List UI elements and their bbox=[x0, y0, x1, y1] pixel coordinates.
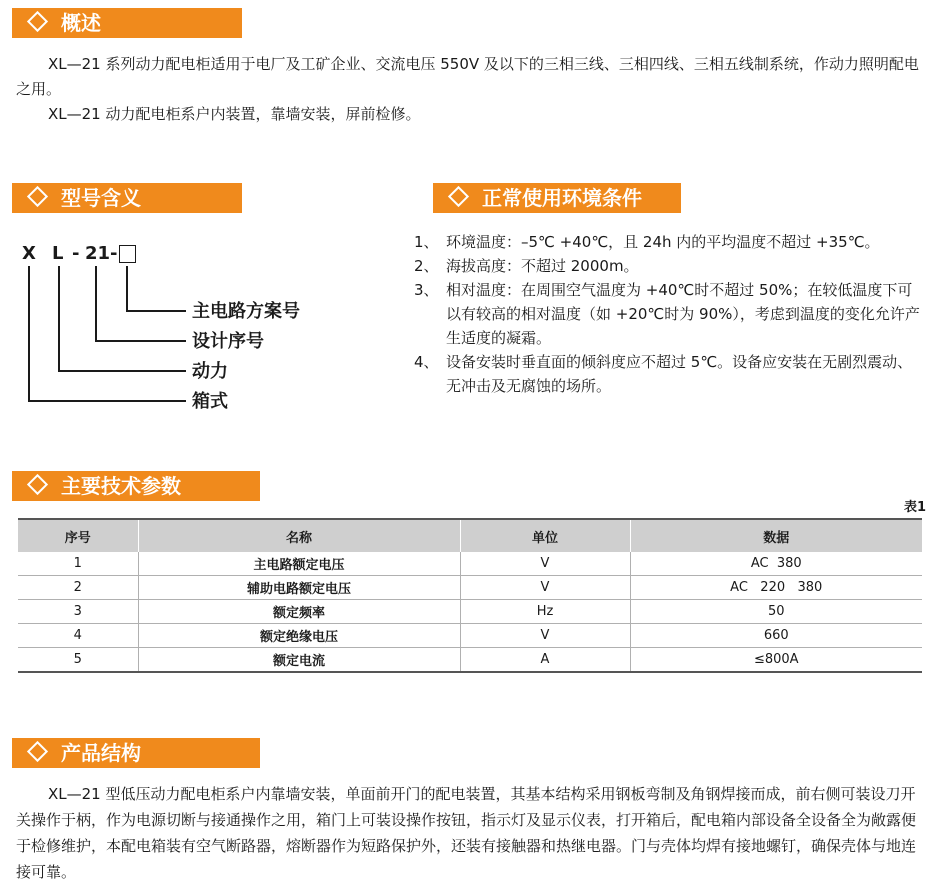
model-label-box: 箱式 bbox=[192, 391, 228, 412]
table-cell: 1 bbox=[18, 552, 138, 576]
section-header-structure bbox=[12, 738, 260, 768]
leader-line bbox=[28, 400, 186, 402]
table-cell: 辅助电路额定电压 bbox=[138, 576, 460, 600]
table-number: 表1 bbox=[903, 500, 926, 515]
table-cell: 2 bbox=[18, 576, 138, 600]
overview-paragraph-1: XL—21 系列动力配电柜适用于电厂及工矿企业、交流电压 550V 及以下的三相三线、三相四线、三相五线制系统，作动力照明配电之用。 bbox=[16, 55, 919, 98]
table-cell: 主电路额定电压 bbox=[138, 552, 460, 576]
table-header-row bbox=[18, 519, 922, 552]
table-cell: 额定绝缘电压 bbox=[138, 624, 460, 648]
table-cell: AC 220 380 bbox=[630, 576, 922, 600]
table-cell: AC 380 bbox=[630, 552, 922, 576]
diamond-icon bbox=[448, 186, 469, 207]
table-row bbox=[18, 600, 922, 624]
overview-paragraph-2: XL—21 动力配电柜系户内装置，靠墙安装，屏前检修。 bbox=[48, 105, 421, 123]
leader-line bbox=[58, 370, 186, 372]
diamond-icon bbox=[27, 741, 48, 762]
table-cell: V bbox=[460, 552, 630, 576]
leader-line bbox=[95, 266, 97, 341]
section-header-params bbox=[12, 471, 260, 501]
section-title: 产品结构 bbox=[61, 741, 141, 765]
structure-paragraph: XL—21 型低压动力配电柜系户内靠墙安装，单面前开门的配电装置，其基本结构采用钢板弯制及角钢焊接而成，前右侧可装设刀开关操作于柄，作为电源切断与接通操作之用，箱门上可装设操作按钮，指示灯及显示仪表，打开箱后，配电箱内部设备全设备全为敞露便于检修维护，本配电箱装有空气断路器，熔断器作为短路保护外，还装有接触器和热继电器。门与壳体均焊有接地螺钉，确保壳体与地连接可靠。 bbox=[16, 785, 917, 881]
params-table bbox=[18, 518, 922, 673]
table-cell: 50 bbox=[630, 600, 922, 624]
table-cell: V bbox=[460, 576, 630, 600]
section-title: 主要技术参数 bbox=[61, 474, 181, 498]
table-cell: ≤800A bbox=[630, 648, 922, 673]
column-header: 数据 bbox=[630, 519, 922, 552]
list-item-text: 环境温度：–5℃ +40℃，且 24h 内的平均温度不超过 +35℃。 bbox=[446, 233, 880, 251]
table-cell: 额定频率 bbox=[138, 600, 460, 624]
model-code-x: X bbox=[22, 243, 36, 264]
column-header: 序号 bbox=[18, 519, 138, 552]
table-row bbox=[18, 552, 922, 576]
leader-line bbox=[58, 266, 60, 371]
section-title: 概述 bbox=[61, 11, 101, 35]
list-item-number: 1、 bbox=[414, 233, 439, 251]
table-cell: 3 bbox=[18, 600, 138, 624]
leader-line bbox=[28, 266, 30, 401]
leader-line bbox=[95, 340, 186, 342]
section-header-environment bbox=[433, 183, 681, 213]
list-item-number: 2、 bbox=[414, 257, 439, 275]
table-cell: A bbox=[460, 648, 630, 673]
diamond-icon bbox=[27, 186, 48, 207]
table-row bbox=[18, 576, 922, 600]
model-label-scheme: 主电路方案号 bbox=[192, 301, 300, 322]
table-cell: Hz bbox=[460, 600, 630, 624]
section-title: 型号含义 bbox=[61, 186, 141, 210]
list-item-number: 4、 bbox=[414, 353, 439, 371]
table-cell: 660 bbox=[630, 624, 922, 648]
list-item-text: 海拔高度：不超过 2000m。 bbox=[446, 257, 639, 275]
column-header: 名称 bbox=[138, 519, 460, 552]
section-header-overview bbox=[12, 8, 242, 38]
model-code-box bbox=[119, 245, 136, 263]
leader-line bbox=[126, 266, 128, 311]
diamond-icon bbox=[27, 11, 48, 32]
list-item-text: 设备安装时垂直面的倾斜度应不超过 5℃。设备应安装在无剧烈震动、无冲击及无腐蚀的场所。 bbox=[446, 353, 913, 395]
section-header-model bbox=[12, 183, 242, 213]
list-item-number: 3、 bbox=[414, 281, 439, 299]
list-item bbox=[414, 254, 926, 278]
diamond-icon bbox=[27, 474, 48, 495]
column-header: 单位 bbox=[460, 519, 630, 552]
model-label-design-no: 设计序号 bbox=[192, 331, 264, 352]
table-row bbox=[18, 648, 922, 673]
list-item bbox=[414, 230, 926, 254]
list-item-text: 相对温度：在周围空气温度为 +40℃时不超过 50%；在较低温度下可以有较高的相对温度（如 +20℃时为 90%），考虑到温度的变化允许产生适度的凝霜。 bbox=[446, 281, 920, 347]
leader-line bbox=[126, 310, 186, 312]
model-code-dash: - bbox=[72, 243, 80, 264]
model-code-l: L bbox=[52, 243, 64, 264]
table-cell: V bbox=[460, 624, 630, 648]
list-item bbox=[414, 278, 926, 350]
table-row bbox=[18, 624, 922, 648]
environment-list bbox=[414, 230, 926, 398]
model-label-power: 动力 bbox=[192, 361, 228, 382]
list-item bbox=[414, 350, 926, 398]
section-title: 正常使用环境条件 bbox=[482, 186, 642, 210]
table-cell: 5 bbox=[18, 648, 138, 673]
table-cell: 4 bbox=[18, 624, 138, 648]
table-cell: 额定电流 bbox=[138, 648, 460, 673]
model-code-21: 21- bbox=[85, 243, 118, 264]
